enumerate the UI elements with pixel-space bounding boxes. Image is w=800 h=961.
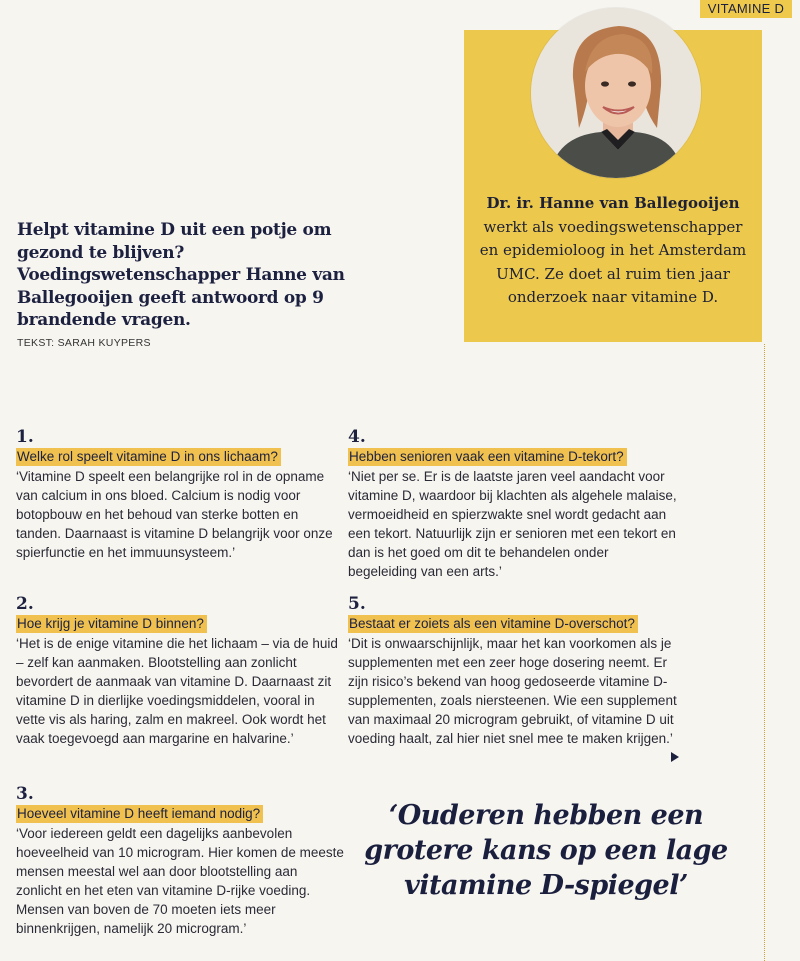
- portrait-photo: [531, 8, 701, 178]
- answer-text: ‘Dit is onwaarschijnlijk, maar het kan voorkomen als je supplementen met een zeer hoge dosering neemt. Er zijn risico’s bekend van hoog gedoseerde vitamine D-supplementen, zoals niersteenen. Wie een supplement van maximaal 20 microgram gebruikt, of vitamine D uit voeding haalt, zal hier niet snel mee te maken krijgen.’: [348, 636, 677, 746]
- qa-item-1: [16, 427, 346, 562]
- author-credit: TEKST: SARAH KUYPERS: [17, 337, 151, 349]
- column-divider: [764, 344, 765, 961]
- profile-line: werkt als voedingswetenschapper: [483, 217, 743, 236]
- answer-text: ‘Voor iedereen geldt een dagelijks aanbevolen hoeveelheid van 10 microgram. Hier komen de meeste mensen meestal wel aan door blootstelling aan zonlicht en het eten van vitamine D-rijke voeding. Mensen van boven de 70 moeten iets meer binnenkrijgen, namelijk 20 microgram.’: [16, 826, 344, 936]
- answer-text: ‘Vitamine D speelt een belangrijke rol in de opname van calcium in ons bloed. Calcium is nodig voor botopbouw en het behoud van sterke botten en tanden. Daarnaast is vitamine D belangrijk voor onze spierfunctie en het immuunsysteem.’: [16, 469, 333, 560]
- profile-line: UMC. Ze doet al ruim tien jaar: [496, 264, 730, 283]
- answer-text: ‘Het is de enige vitamine die het lichaam – via de huid – zelf kan aanmaken. Blootstelling aan zonlicht bevordert de aanmaak van vitamine D. Daarnaast zit vitamine D in dierlijke voedingsmiddelen, vooral in vette vis als haring, zalm en makreel. Ook wordt het vaak toegevoegd aan margarine en halvarine.’: [16, 636, 338, 746]
- profile-line: en epidemioloog in het Amsterdam: [479, 241, 747, 259]
- question-heading: Welke rol speelt vitamine D in ons lichaam?: [16, 448, 281, 466]
- profile-box: [464, 30, 762, 342]
- qa-item-4: [348, 427, 678, 581]
- question-heading: Hebben senioren vaak een vitamine D-tekort?: [348, 448, 627, 466]
- section-tag: VITAMINE D: [700, 0, 792, 18]
- intro-text: Helpt vitamine D uit een potje om gezond te blijven? Voedingswetenschapper Hanne van Ballegooijen geeft antwoord op 9 brandende vragen.: [17, 220, 345, 330]
- profile-caption: [464, 192, 762, 310]
- question-number: 4.: [348, 427, 366, 447]
- continue-arrow-icon: [671, 752, 679, 762]
- question-heading: Hoeveel vitamine D heeft iemand nodig?: [16, 805, 263, 823]
- qa-item-3: [16, 784, 346, 938]
- question-number: 5.: [348, 594, 366, 614]
- qa-item-2: [16, 594, 346, 748]
- question-number: 3.: [16, 784, 34, 804]
- profile-name: Dr. ir. Hanne van Ballegooijen: [486, 194, 740, 212]
- profile-line: onderzoek naar vitamine D.: [507, 288, 719, 306]
- question-number: 1.: [16, 427, 34, 447]
- qa-item-5: [348, 594, 678, 748]
- answer-text: ‘Niet per se. Er is de laatste jaren veel aandacht voor vitamine D, waardoor bij klachten als algehele malaise, vermoeidheid en spierzwakte snel wordt gedacht aan een tekort. Natuurlijk zijn er senioren met een tekort en dan is het goed om dit te behandelen onder begeleiding van een arts.’: [348, 469, 677, 579]
- question-heading: Bestaat er zoiets als een vitamine D-overschot?: [348, 615, 638, 633]
- pull-quote: ‘Ouderen hebben een grotere kans op een lage vitamine D-spiegel’: [364, 800, 728, 901]
- question-heading: Hoe krijg je vitamine D binnen?: [16, 615, 207, 633]
- question-number: 2.: [16, 594, 34, 614]
